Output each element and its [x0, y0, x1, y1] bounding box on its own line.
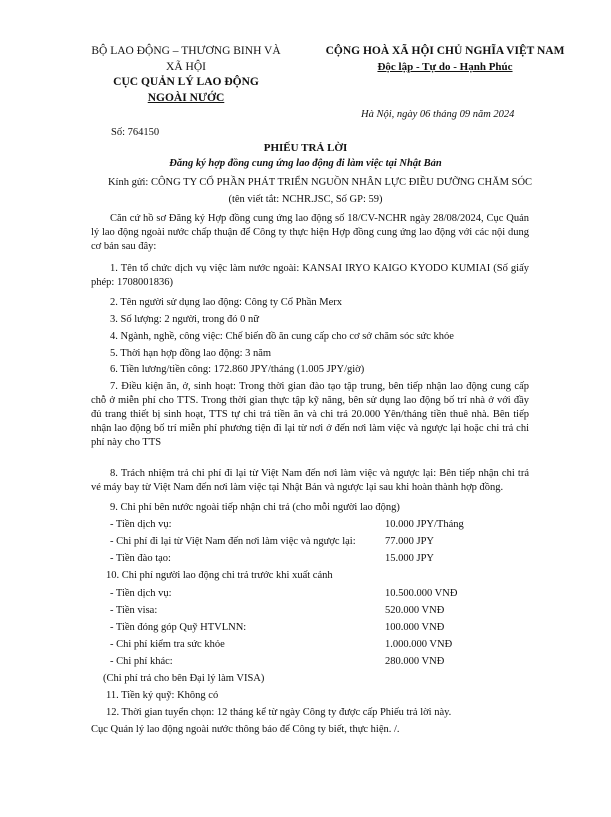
document-date: Hà Nội, ngày 06 tháng 09 năm 2024 [361, 109, 515, 120]
cost9-value: 77.000 JPY [385, 536, 435, 547]
department-name-line1: CỤC QUẢN LÝ LAO ĐỘNG [113, 76, 259, 88]
intro-paragraph: Căn cứ hồ sơ Đăng ký Hợp đồng cung ứng lao động số 18/CV-NCHR ngày 28/08/2024, Cục Quản lý lao động ngoài nước chấp thuận để Công ty thực hiện Hợp đồng cung ứng lao động với các nội dung cơ bản sau đây: [91, 213, 529, 252]
cost10-value: 1.000.000 VNĐ [385, 639, 453, 650]
cost10-label: - Chi phí kiểm tra sức khỏe [110, 639, 225, 650]
ministry-name-line2: XÃ HỘI [166, 60, 206, 73]
item-2: 2. Tên người sử dụng lao động: Công ty Cổ Phần Merx [110, 297, 342, 308]
cost9-label: - Tiền đào tạo: [110, 553, 171, 564]
cost10-label: - Tiền dịch vụ: [110, 588, 172, 599]
nation-title: CỘNG HOÀ XÃ HỘI CHỦ NGHĨA VIỆT NAM [325, 45, 565, 57]
cost9-label: - Tiền dịch vụ: [110, 519, 172, 530]
recipient: Kính gửi: CÔNG TY CỔ PHẦN PHÁT TRIỂN NGUỒN NHÂN LỰC ĐIỀU DƯỠNG CHĂM SÓC [107, 177, 533, 188]
cost10-label: - Chi phí khác: [110, 656, 173, 667]
cost10-value: 100.000 VNĐ [385, 622, 445, 633]
item-11: 11. Tiền ký quỹ: Không có [106, 690, 219, 701]
item-8: 8. Trách nhiệm trả chi phí đi lại từ Việt Nam đến nơi làm việc và ngược lại: Bên tiếp nhận chi trả vé máy bay từ Việt Nam đến nơi làm việc tại Nhật Bản và ngược lại sau khi hoàn thành hợp đồng. [91, 468, 529, 493]
cost10-value: 520.000 VNĐ [385, 605, 445, 616]
item-3: 3. Số lượng: 2 người, trong đó 0 nữ [110, 314, 259, 325]
ministry-name-line1: BỘ LAO ĐỘNG – THƯƠNG BINH VÀ [91, 45, 281, 57]
document-number: Số: 764150 [111, 127, 160, 138]
item-7: 7. Điều kiện ăn, ở, sinh hoạt: Trong thời gian đào tạo tập trung, bên tiếp nhận lao động cung cấp chỗ ở miễn phí cho TTS. Trong thời gian thực tập kỹ năng, bên sử dụng lao động bố trí nhà ở với đầy đủ trang thiết bị sinh hoạt, TTS tự chi trả tiền ăn và chi trả 20.000 Yên/tháng tiền thuê nhà. Bên tiếp nhận lao động bố trí miễn phí phương tiện đi lại từ nơi ở đến nơi làm việc và ngược lại hoặc chi trả chi phí này cho TTS [91, 381, 529, 448]
cost10-label: - Tiền visa: [110, 605, 158, 616]
cost9-label: - Chi phí đi lại từ Việt Nam đến nơi làm việc và ngược lại: [110, 536, 356, 547]
document-title: PHIẾU TRẢ LỜI [263, 142, 348, 154]
department-name-line2: NGOÀI NƯỚC [147, 91, 225, 104]
cost9-value: 15.000 JPY [385, 553, 435, 564]
item-10: 10. Chi phí người lao động chi trả trước khi xuất cảnh [106, 570, 333, 581]
nation-header [300, 44, 590, 75]
closing-line: Cục Quản lý lao động ngoài nước thông báo để Công ty biết, thực hiện. /. [91, 724, 400, 735]
item-12: 12. Thời gian tuyển chọn: 12 tháng kể từ ngày Công ty được cấp Phiếu trả lời này. [106, 707, 452, 718]
recipient-abbreviation: (tên viết tắt: NCHR.JSC, Số GP: 59) [228, 194, 383, 205]
item-6: 6. Tiền lương/tiền công: 172.860 JPY/tháng (1.005 JPY/giờ) [110, 364, 365, 375]
item-4: 4. Ngành, nghề, công việc: Chế biến đồ ăn cung cấp cho cơ sở chăm sóc sức khỏe [110, 331, 454, 342]
agency-header [66, 44, 306, 106]
item-9: 9. Chi phí bên nước ngoài tiếp nhận chi trả (cho mỗi người lao động) [110, 502, 400, 513]
cost10-value: 10.500.000 VNĐ [385, 588, 458, 599]
national-motto: Độc lập - Tự do - Hạnh Phúc [377, 60, 513, 73]
cost10-label: - Tiền đóng góp Quỹ HTVLNN: [110, 622, 247, 633]
item-5: 5. Thời hạn hợp đồng lao động: 3 năm [110, 348, 272, 359]
cost10-note: (Chi phí trả cho bên Đại lý làm VISA) [103, 673, 265, 684]
item-1: 1. Tên tổ chức dịch vụ việc làm nước ngoài: KANSAI IRYO KAIGO KYODO KUMIAI (Số giấy phép: 1708001836) [91, 263, 529, 288]
cost9-value: 10.000 JPY/Tháng [385, 519, 464, 530]
cost10-value: 280.000 VNĐ [385, 656, 445, 667]
document-subtitle: Đăng ký hợp đồng cung ứng lao động đi làm việc tại Nhật Bản [169, 158, 442, 169]
